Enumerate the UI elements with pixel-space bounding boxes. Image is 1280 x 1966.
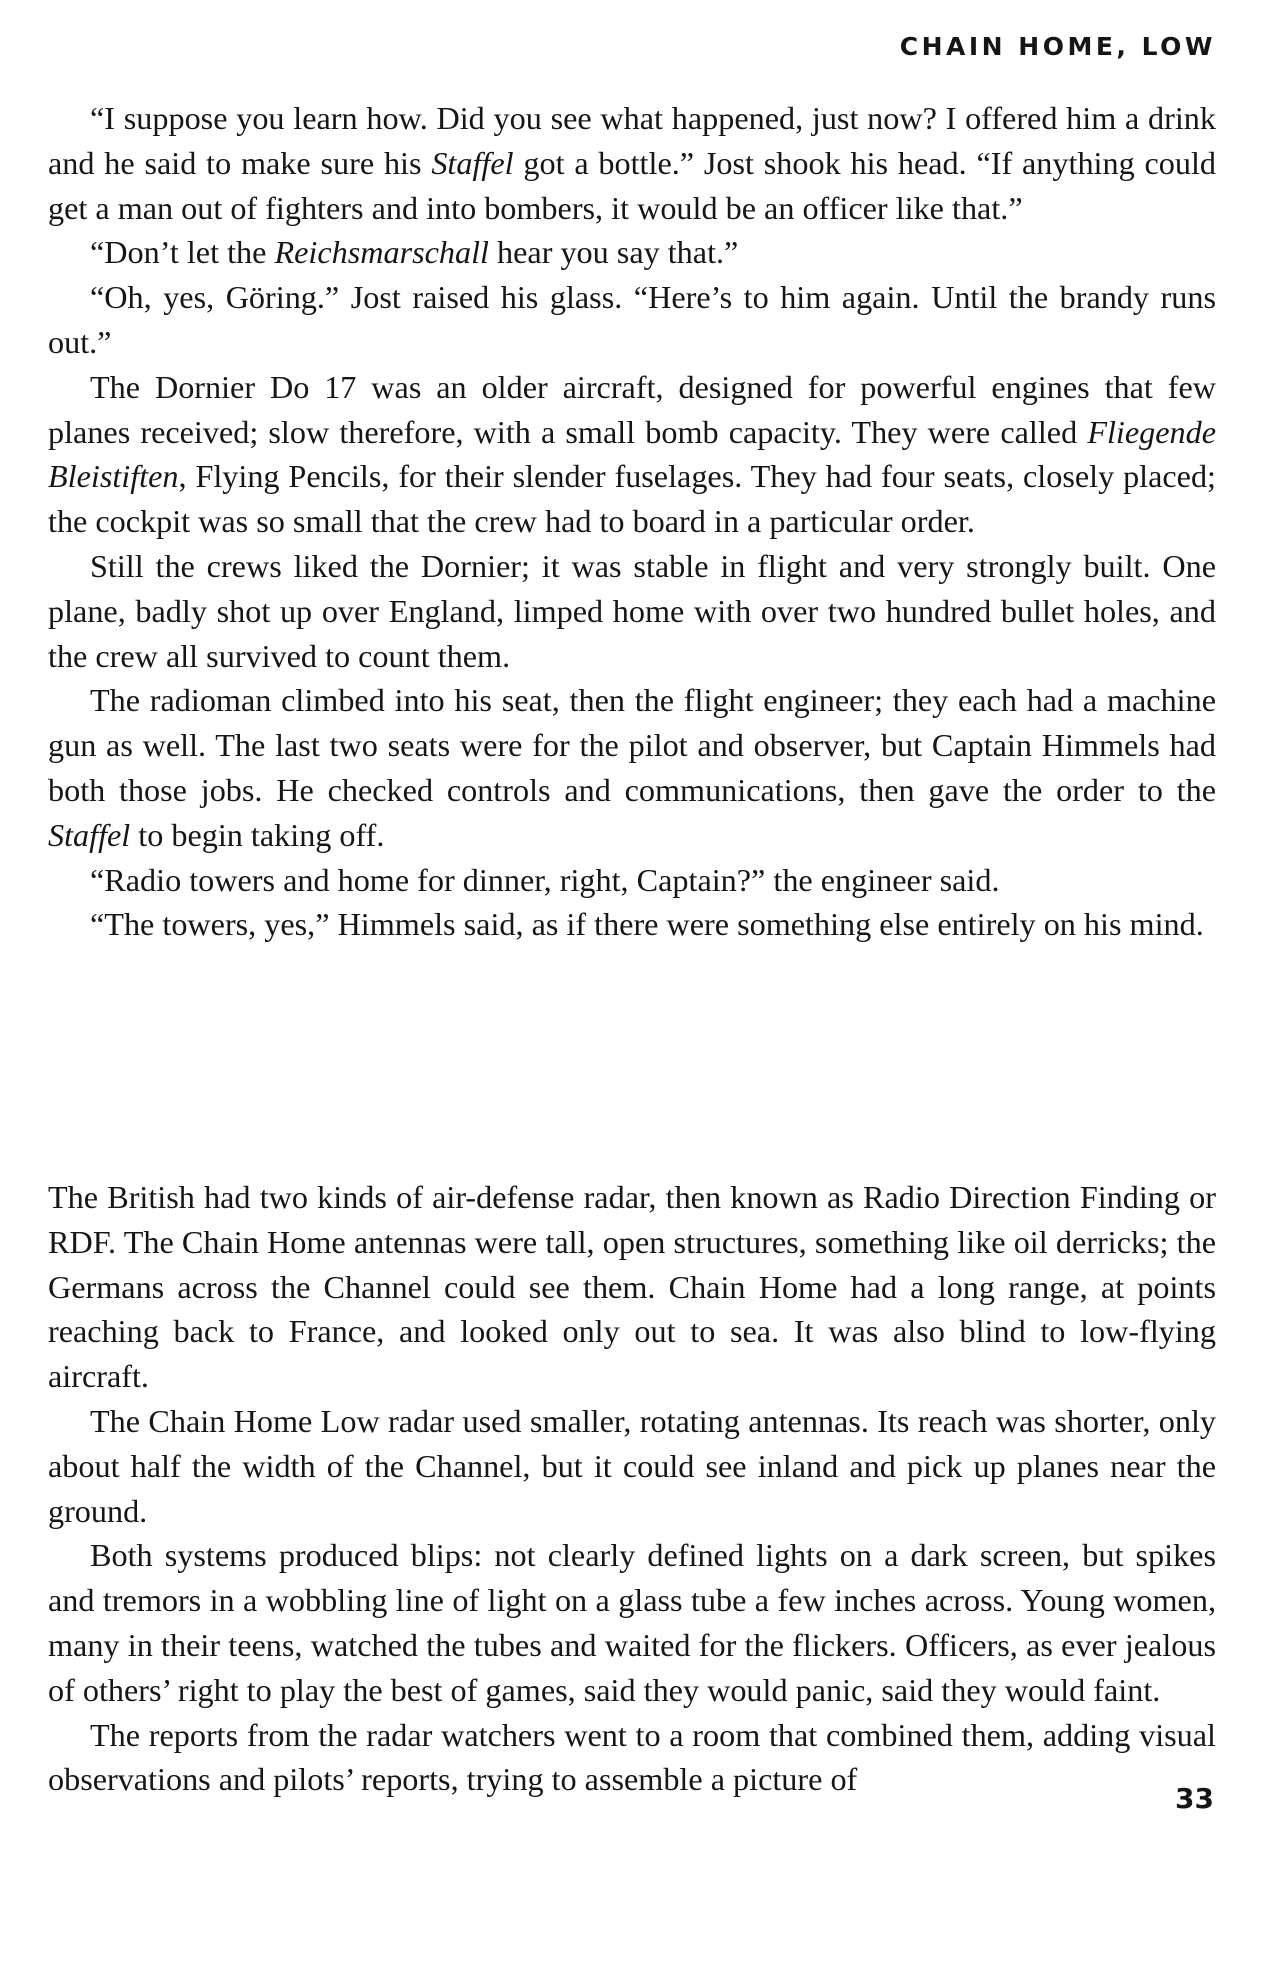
paragraph: [48, 96, 1216, 230]
running-head: CHAIN HOME, LOW: [899, 32, 1216, 61]
text-run: “Don’t let the: [90, 234, 275, 271]
text-run: Still the crews liked the Dornier; it was stable in flight and very strongly built. One plane, badly shot up over England, limped home with over two hundred bullet holes, and the crew all survived to count them.: [48, 547, 1216, 674]
text-section-one: [48, 96, 1216, 947]
italic-text: Staffel: [48, 816, 131, 853]
text-run: got a bottle.” Jost shook his head. “If anything could get a man out of fighters and into bombers, it would be an officer like that.”: [48, 144, 1216, 226]
paragraph: [48, 365, 1216, 544]
italic-text: Staffel: [431, 144, 514, 181]
paragraph: [48, 544, 1216, 678]
page-number: 33: [1175, 1782, 1214, 1815]
text-run: hear you say that.”: [488, 234, 739, 271]
text-run: The reports from the radar watchers went to a room that combined them, adding visual observations and pilots’ reports, trying to assemble a picture of: [48, 1716, 1216, 1798]
paragraph: [48, 902, 1216, 947]
paragraph: [48, 1399, 1216, 1533]
paragraph: [48, 678, 1216, 857]
italic-text: Reichsmarschall: [274, 234, 489, 271]
paragraph: [48, 858, 1216, 903]
text-run: The Chain Home Low radar used smaller, rotating antennas. Its reach was shorter, only about half the width of the Channel, but it could see inland and pick up planes near the ground.: [48, 1402, 1216, 1529]
paragraph: [48, 275, 1216, 365]
text-run: “Oh, yes, Göring.” Jost raised his glass. “Here’s to him again. Until the brandy runs out.”: [48, 279, 1216, 360]
paragraph: [48, 230, 1216, 275]
text-run: , Flying Pencils, for their slender fuselages. They had four seats, closely placed; the cockpit was so small that the crew had to board in a particular order.: [48, 458, 1216, 540]
text-run: to begin taking off.: [130, 816, 385, 853]
italic-text: Fliegende Bleistiften: [48, 413, 1216, 495]
text-run: Both systems produced blips: not clearly defined lights on a dark screen, but spikes and tremors in a wobbling line of light on a glass tube a few inches across. Young women, many in their teens, watched the tubes and waited for the flickers. Officers, as ever jealous of others’ right to play the best of games, said they would panic, said they would faint.: [48, 1537, 1216, 1708]
text-run: The radioman climbed into his seat, then the flight engineer; they each had a machine gun as well. The last two seats were for the pilot and observer, but Captain Himmels had both those jobs. He checked controls and communications, then gave the order to the: [48, 682, 1216, 808]
text-run: The Dornier Do 17 was an older aircraft, designed for powerful engines that few planes received; slow therefore, with a small bomb capacity. They were called: [48, 368, 1216, 450]
paragraph: [48, 1533, 1216, 1712]
text-section-two: [48, 1175, 1216, 1802]
text-run: The British had two kinds of air-defense radar, then known as Radio Direction Finding or RDF. The Chain Home antennas were tall, open structures, something like oil derricks; the Germans across the Channel could see them. Chain Home had a long range, at points reaching back to France, and looked only out to sea. It was also blind to low-flying aircraft.: [48, 1179, 1216, 1395]
text-run: “I suppose you learn how. Did you see what happened, just now? I offered him a drink and he said to make sure his: [48, 100, 1216, 181]
paragraph: [48, 1713, 1216, 1803]
text-run: “The towers, yes,” Himmels said, as if there were something else entirely on his mind.: [90, 906, 1204, 943]
text-run: “Radio towers and home for dinner, right, Captain?” the engineer said.: [90, 861, 1000, 898]
paragraph: [48, 1175, 1216, 1399]
